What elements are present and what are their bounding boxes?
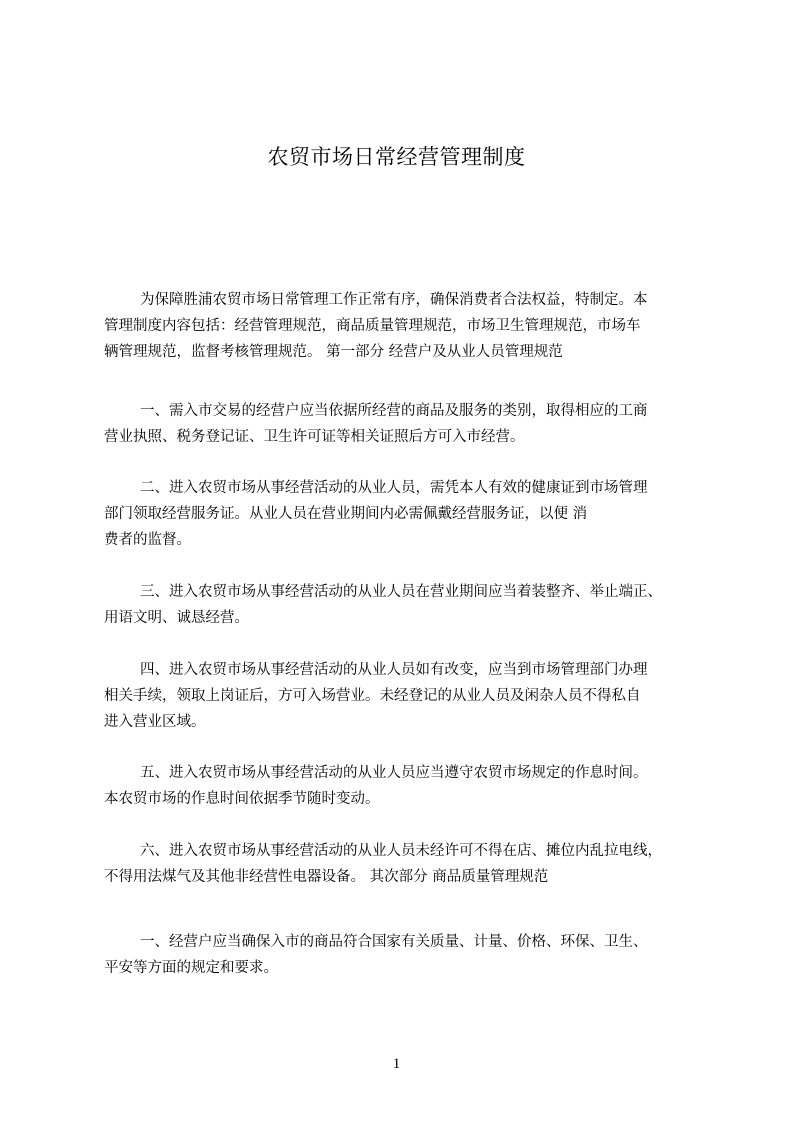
paragraph-line: 本农贸市场的作息时间依据季节随时变动。 bbox=[104, 791, 380, 807]
paragraph-line: 辆管理规范，监督考核管理规范。 第一部分 经营户及从业人员管理规范 bbox=[104, 344, 563, 360]
paragraph-intro bbox=[104, 287, 704, 365]
paragraph-line: 费者的监督。 bbox=[104, 532, 191, 548]
paragraph-item-5 bbox=[104, 760, 704, 812]
paragraph-line: 平安等方面的规定和要求。 bbox=[104, 960, 278, 976]
page-number: 1 bbox=[392, 1056, 401, 1072]
paragraph-line: 一、需入市交易的经营户应当依据所经营的商品及服务的类别，取得相应的工商 bbox=[140, 403, 648, 419]
paragraph-line: 不得用法煤气及其他非经营性电器设备。 其次部分 商品质量管理规范 bbox=[104, 869, 549, 885]
paragraph-line-split bbox=[104, 501, 704, 527]
paragraph-line: 六、进入农贸市场从事经营活动的从业人员未经许可不得在店、摊位内乱拉电线， bbox=[140, 843, 662, 859]
paragraph-line: 进入营业区域。 bbox=[104, 714, 206, 730]
paragraph-line: 营业执照、税务登记证、卫生许可证等相关证照后方可入市经营。 bbox=[104, 429, 525, 445]
paragraph-line: 用语文明、诚恳经营。 bbox=[104, 610, 249, 626]
paragraph-item-4 bbox=[104, 657, 704, 735]
paragraph-line: 四、进入农贸市场从事经营活动的从业人员如有改变，应当到市场管理部门办理 bbox=[140, 662, 648, 678]
paragraph-item-2 bbox=[104, 475, 704, 553]
paragraph-line-text: 部门领取经营服务证。从业人员在营业期间内必需佩戴经营服务证，以便 bbox=[104, 506, 568, 522]
paragraph-part2-item-1 bbox=[104, 929, 704, 981]
paragraph-line: 为保障胜浦农贸市场日常管理工作正常有序，确保消费者合法权益，特制定。本 bbox=[140, 292, 648, 308]
paragraph-item-3 bbox=[104, 579, 704, 631]
paragraph-line: 一、经营户应当确保入市的商品符合国家有关质量、计量、价格、环保、卫生、 bbox=[140, 934, 648, 950]
paragraph-item-6 bbox=[104, 838, 704, 890]
paragraph-line: 相关手续，领取上岗证后，方可入场营业。未经登记的从业人员及闲杂人员不得私自 bbox=[104, 688, 641, 704]
paragraph-line: 五、进入农贸市场从事经营活动的从业人员应当遵守农贸市场规定的作息时间。 bbox=[140, 765, 648, 781]
paragraph-item-1 bbox=[104, 398, 704, 450]
paragraph-line: 二、进入农贸市场从事经营活动的从业人员，需凭本人有效的健康证到市场管理 bbox=[140, 480, 648, 496]
paragraph-line-trailing-word: 消 bbox=[572, 506, 588, 522]
paragraph-line: 管理制度内容包括：经营管理规范，商品质量管理规范，市场卫生管理规范，市场车 bbox=[104, 318, 641, 334]
paragraph-line: 三、进入农贸市场从事经营活动的从业人员在营业期间应当着装整齐、举止端正、 bbox=[140, 584, 662, 600]
document-title: 农贸市场日常经营管理制度 bbox=[267, 145, 526, 169]
